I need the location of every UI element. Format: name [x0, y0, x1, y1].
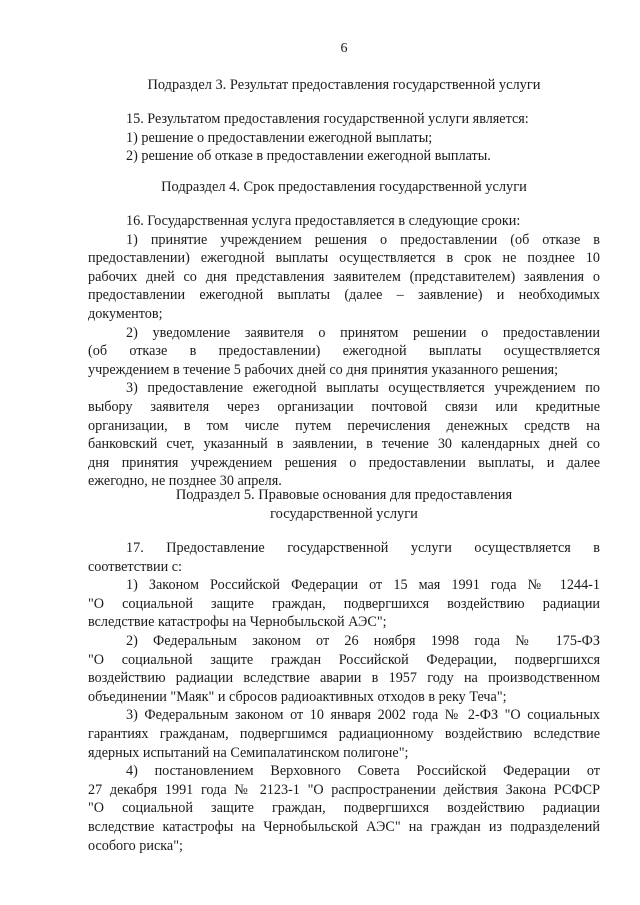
subsection-5-title-line-2: государственной услуги [270, 505, 418, 522]
paragraph-line: выбору заявителя через организации почтовой связи или кредитные [88, 398, 600, 415]
subsection-5-title-line-1: Подраздел 5. Правовые основания для предоставления [175, 487, 513, 503]
paragraph-line: гарантиях гражданам, подвергшимся радиационному воздействию вследствие [88, 725, 600, 742]
paragraph-line: предоставлении ежегодной выплаты (далее – заявление) и необходимых [88, 287, 600, 304]
paragraph-line: рабочих дней со дня представления заявителем (представителем) заявления о [88, 268, 600, 285]
page-number: 6 [340, 41, 348, 56]
document-page [88, 0, 600, 905]
paragraph-line: 3) Федеральным законом от 10 января 2002 года № 2-ФЗ "О социальных [126, 707, 600, 724]
paragraph-line: 4) постановлением Верховного Совета Российской Федерации от [126, 763, 600, 780]
paragraph-line: особого риска"; [88, 837, 183, 854]
subsection-4-title: Подраздел 4. Срок предоставления государственной услуги [161, 179, 527, 195]
paragraph-line: банковский счет, указанный в заявлении, в течение 30 календарных дней со [88, 436, 600, 453]
paragraph-line: организации, в том числе путем перечисления денежных средств на [88, 417, 600, 434]
paragraph-line: "О социальной защите граждан, подвергшихся воздействию радиации [88, 800, 600, 817]
paragraph-line: соответствии с: [88, 558, 182, 575]
paragraph-line: (об отказе в предоставлении) ежегодной выплаты осуществляется [88, 343, 600, 360]
paragraph-line: 1) Законом Российской Федерации от 15 мая 1991 года № 1244-1 [126, 577, 600, 594]
list-item: 1) решение о предоставлении ежегодной выплаты; [126, 129, 433, 146]
paragraph-16-intro: 16. Государственная услуга предоставляется в следующие сроки: [126, 213, 521, 229]
paragraph-line: вследствие катастрофы на Чернобыльской АЭС" на граждан из подразделений [88, 818, 600, 835]
subsection-5-body [88, 539, 600, 855]
paragraph-line: ежегодно, не позднее 30 апреля. [88, 473, 282, 490]
paragraph-line: "О социальной защите граждан Российской Федерации, подвергшихся [88, 651, 600, 668]
paragraph-line: вследствие катастрофы на Чернобыльской АЭС"; [88, 614, 387, 631]
paragraph-line: 27 декабря 1991 года № 2123-1 "О распространении действия Закона РСФСР [88, 781, 600, 798]
paragraph-15-intro: 15. Результатом предоставления государственной услуги является: [126, 111, 529, 127]
paragraph-line: предоставлении) ежегодной выплаты осуществляется в срок не позднее 10 [88, 250, 600, 267]
subsection-3-body [88, 110, 600, 166]
paragraph-line: ядерных испытаний на Семипалатинском полигоне"; [88, 744, 409, 761]
paragraph-line: 1) принятие учреждением решения о предоставлении (об отказе в [126, 231, 600, 248]
subsection-4-body [88, 212, 600, 491]
paragraph-line: объединении "Маяк" и сбросов радиоактивных отходов в реку Теча"; [88, 688, 507, 705]
paragraph-line: воздействию радиации вследствие аварии в 1957 году на производственном [88, 670, 600, 687]
paragraph-line: 3) предоставление ежегодной выплаты осуществляется учреждением по [126, 380, 600, 397]
paragraph-line: документов; [88, 305, 163, 322]
paragraph-line: "О социальной защите граждан, подвергшихся воздействию радиации [88, 595, 600, 612]
subsection-5-title [88, 486, 600, 523]
paragraph-line: учреждением в течение 5 рабочих дней со дня принятия указанного решения; [88, 361, 559, 378]
paragraph-line: дня принятия учреждением решения о предоставлении выплаты, и далее [88, 454, 600, 471]
list-item: 2) решение об отказе в предоставлении ежегодной выплаты. [126, 148, 491, 165]
paragraph-line: 2) Федеральным законом от 26 ноября 1998 года № 175-ФЗ [126, 632, 600, 649]
paragraph-line: 2) уведомление заявителя о принятом решении о предоставлении [126, 324, 600, 341]
subsection-3-title: Подраздел 3. Результат предоставления государственной услуги [147, 77, 541, 93]
paragraph-line: 17. Предоставление государственной услуги осуществляется в [126, 540, 600, 556]
